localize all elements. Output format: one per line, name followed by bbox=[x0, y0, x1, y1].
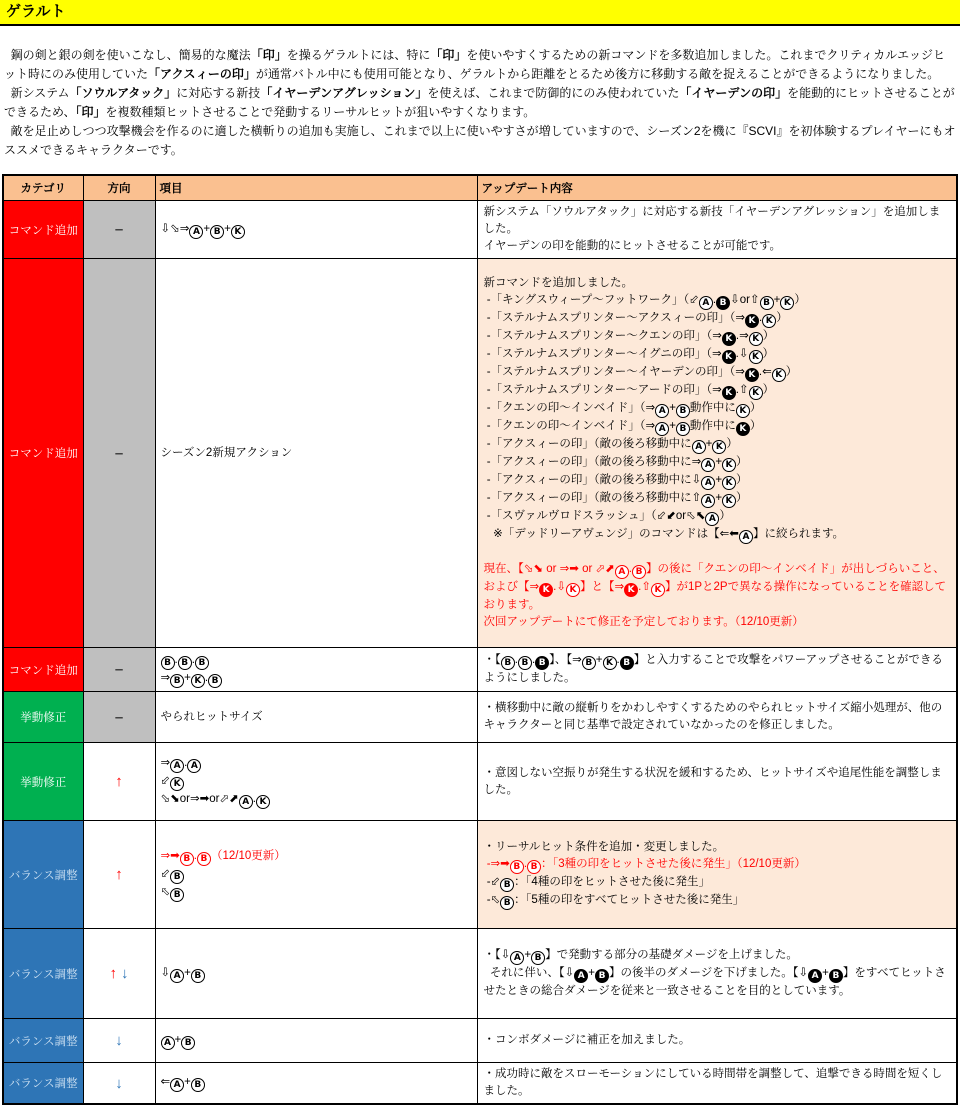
header-item: 項目 bbox=[155, 175, 477, 201]
no-change-dash: – bbox=[114, 221, 124, 238]
intro-text bbox=[0, 26, 960, 160]
content-line: -「クエンの印～インベイド」（⇒ A + B 動作中に K ） bbox=[483, 402, 762, 416]
content-line: -「スヴァルヴロドスラッシュ」（⬃⬋or⬁⬉ A ） bbox=[483, 510, 731, 524]
button-a-icon: A bbox=[170, 759, 184, 773]
category-cell: バランス調整 bbox=[3, 929, 83, 1019]
button-k-hold-icon: K bbox=[722, 332, 736, 346]
category-cell: バランス調整 bbox=[3, 1063, 83, 1105]
table-row bbox=[3, 929, 957, 1019]
buff-up-arrow-icon: ↑ bbox=[115, 866, 123, 883]
content-line: -「アクスィーの印」（敵の後ろ移動中に⇒ A + K ） bbox=[483, 456, 748, 470]
button-b-icon: B bbox=[197, 852, 211, 866]
content-line: 現在、【⬂⬊ or ⇒➡ or ⬀⬈ A . B 】の後に「クエンの印～インベイド」が出しづらいこと、 bbox=[483, 563, 945, 577]
content-line: -「ステルナムスプリンター～イヤーデンの印」（⇒ K .⇐ K ） bbox=[483, 366, 798, 380]
content-line: -⬁ B ：「5種の印をすべてヒットさせた後に発生」 bbox=[483, 894, 745, 908]
button-a-icon: A bbox=[239, 795, 253, 809]
button-a-icon: A bbox=[701, 476, 715, 490]
button-k-hold-icon: K bbox=[745, 368, 759, 382]
content-line: ・成功時に敵をスローモーションにしている時間帯を調整して、追撃できる時間を短くしました。 bbox=[483, 1068, 943, 1097]
direction-cell bbox=[83, 201, 155, 259]
button-b-icon: B bbox=[510, 860, 524, 874]
category-cell: 挙動修正 bbox=[3, 743, 83, 821]
button-b-icon: B bbox=[501, 656, 515, 670]
content-line: -「ステルナムスプリンター～クエンの印」（⇒ K .⇒ K ） bbox=[483, 330, 775, 344]
item-cell bbox=[155, 692, 477, 743]
item-line: ⇐ A + B bbox=[161, 1074, 472, 1092]
nerf-down-arrow-icon: ↓ bbox=[115, 1074, 123, 1092]
button-k-icon: K bbox=[566, 583, 580, 597]
item-line: ⇒➡ B . B （12/10更新） bbox=[160, 849, 286, 864]
item-cell bbox=[155, 821, 477, 929]
button-b-icon: B bbox=[170, 888, 184, 902]
button-a-icon: A bbox=[655, 404, 669, 418]
table-row bbox=[3, 821, 957, 929]
category-cell: コマンド追加 bbox=[3, 648, 83, 692]
category-cell: バランス調整 bbox=[3, 821, 83, 929]
update-content-cell bbox=[477, 1019, 957, 1063]
item-line: ⇒ B + K . B bbox=[161, 670, 472, 688]
content-line: および【⇒ K .⇩ K 】と【⇒ K .⇧ K 】が1Pと2Pで異なる操作になっていることを確認しております。 bbox=[483, 581, 947, 611]
button-k-icon: K bbox=[256, 795, 270, 809]
button-b-icon: B bbox=[676, 422, 690, 436]
content-line: ・【 B . B . B 】、【⇒ B + K . B 】と入力することで攻撃をパワーアップさせることができるようにしました。 bbox=[483, 654, 943, 684]
button-k-icon: K bbox=[170, 777, 184, 791]
button-a-icon: A bbox=[510, 951, 524, 965]
button-b-icon: B bbox=[582, 656, 596, 670]
content-line: ・【⇩ A + B 】で発動する部分の基礎ダメージを上げました。 bbox=[483, 949, 798, 963]
item-line: ⬂⬊or⇒➡or⬀⬈ A . K bbox=[161, 791, 472, 809]
button-b-hold-icon: B bbox=[535, 656, 549, 670]
button-b-icon: B bbox=[527, 860, 541, 874]
button-a-icon: A bbox=[189, 225, 203, 239]
category-cell: バランス調整 bbox=[3, 1019, 83, 1063]
button-k-hold-icon: K bbox=[722, 386, 736, 400]
content-line: -「ステルナムスプリンター～アードの印」（⇒ K .⇧ K ） bbox=[483, 384, 775, 398]
button-b-icon: B bbox=[500, 896, 514, 910]
button-b-icon: B bbox=[518, 656, 532, 670]
button-b-icon: B bbox=[676, 404, 690, 418]
item-line: ⇒ A . A bbox=[161, 755, 472, 773]
button-a-hold-icon: A bbox=[574, 969, 588, 983]
item-cell bbox=[155, 1019, 477, 1063]
content-line: ※「デッドリーアヴェンジ」のコマンドは【⇐⬅ A 】に絞られます。 bbox=[483, 528, 845, 542]
direction-cell bbox=[83, 648, 155, 692]
button-a-icon: A bbox=[699, 296, 713, 310]
content-line: -「ステルナムスプリンター～アクスィーの印」（⇒ K . K ） bbox=[483, 312, 788, 326]
table-row bbox=[3, 648, 957, 692]
buff-up-arrow-icon: ↑ bbox=[115, 773, 123, 790]
intro-paragraph: 新システム「ソウルアタック」に対応する新技「イヤーデンアグレッション」を使えば、これまで防御的にのみ使われていた「イヤーデンの印」を能動的にヒットさせることができるため、「印」を複数種類ヒットさせることで発動するリーサルヒットが狙いやすくなります。 bbox=[4, 86, 955, 119]
direction-cell bbox=[83, 1019, 155, 1063]
button-k-icon: K bbox=[231, 225, 245, 239]
update-content-cell bbox=[477, 648, 957, 692]
nerf-down-arrow-icon: ↓ bbox=[121, 965, 129, 982]
update-table-body bbox=[3, 201, 957, 1105]
item-line: ⬃ B bbox=[161, 866, 472, 884]
button-b-icon: B bbox=[161, 656, 175, 670]
table-row bbox=[3, 692, 957, 743]
button-k-hold-icon: K bbox=[624, 583, 638, 597]
item-line: A + B bbox=[161, 1032, 472, 1050]
update-table bbox=[2, 174, 958, 1105]
item-line: B . B . B bbox=[161, 652, 472, 670]
button-b-icon: B bbox=[181, 1036, 195, 1050]
button-b-icon: B bbox=[170, 870, 184, 884]
button-b-icon: B bbox=[210, 225, 224, 239]
direction-cell bbox=[83, 743, 155, 821]
button-k-icon: K bbox=[722, 494, 736, 508]
content-line: -「ステルナムスプリンター～イグニの印」（⇒ K .⇩ K ） bbox=[483, 348, 774, 362]
content-line: -⬃ B ：「4種の印をヒットさせた後に発生」 bbox=[483, 876, 710, 890]
content-line: 新システム「ソウルアタック」に対応する新技「イヤーデンアグレッション」を追加しました。 bbox=[483, 206, 941, 235]
button-a-icon: A bbox=[187, 759, 201, 773]
button-k-icon: K bbox=[603, 656, 617, 670]
button-k-hold-icon: K bbox=[539, 583, 553, 597]
content-line: -「アクスィーの印」（敵の後ろ移動中に⇧ A + K ） bbox=[483, 492, 748, 506]
item-cell bbox=[155, 259, 477, 648]
item-line: ⬁ B bbox=[161, 884, 472, 902]
no-change-dash: – bbox=[114, 661, 124, 678]
button-b-icon: B bbox=[170, 674, 184, 688]
button-b-icon: B bbox=[531, 951, 545, 965]
button-b-icon: B bbox=[178, 656, 192, 670]
content-line: 新コマンドを追加しました。 bbox=[483, 277, 633, 289]
item-line: ⇩ A + B bbox=[161, 965, 472, 983]
update-content-cell bbox=[477, 743, 957, 821]
item-line: シーズン2新規アクション bbox=[160, 446, 293, 459]
button-k-icon: K bbox=[780, 296, 794, 310]
button-b-icon: B bbox=[195, 656, 209, 670]
content-line: ・意図しない空振りが発生する状況を緩和するため、ヒットサイズや追尾性能を調整しました。 bbox=[483, 766, 942, 796]
item-line: ⇩⬂⇒ A + B + K bbox=[161, 221, 472, 239]
button-a-hold-icon: A bbox=[808, 969, 822, 983]
update-content-cell bbox=[477, 929, 957, 1019]
update-content-cell bbox=[477, 259, 957, 648]
button-k-icon: K bbox=[191, 674, 205, 688]
content-line: -「アクスィーの印」（敵の後ろ移動中に⇩ A + K ） bbox=[483, 474, 748, 488]
button-b-icon: B bbox=[180, 852, 194, 866]
update-content-cell bbox=[477, 692, 957, 743]
button-a-icon: A bbox=[161, 1036, 175, 1050]
button-k-hold-icon: K bbox=[722, 350, 736, 364]
content-line: イヤーデンの印を能動的にヒットさせることが可能です。 bbox=[483, 240, 782, 252]
button-b-icon: B bbox=[632, 565, 646, 579]
button-k-icon: K bbox=[772, 368, 786, 382]
button-b-icon: B bbox=[191, 969, 205, 983]
content-line: ・横移動中に敵の縦斬りをかわしやすくするためのやられヒットサイズ縮小処理が、他のキャラクターと同じ基準で設定されていなかったのを修正しました。 bbox=[483, 702, 943, 731]
button-b-hold-icon: B bbox=[595, 969, 609, 983]
nerf-down-arrow-icon: ↓ bbox=[115, 1032, 123, 1049]
content-line: ・リーサルヒット条件を追加・変更しました。 bbox=[483, 841, 725, 853]
content-line: それに伴い、【⇩ A + B 】の後半のダメージを下げました。【⇩ A + B 】をすべてヒットさせたときの総合ダメージを従来と一致させることを目的としています。 bbox=[483, 967, 946, 997]
category-cell: コマンド追加 bbox=[3, 201, 83, 259]
table-row bbox=[3, 259, 957, 648]
button-k-icon: K bbox=[722, 476, 736, 490]
button-a-icon: A bbox=[655, 422, 669, 436]
button-k-icon: K bbox=[722, 458, 736, 472]
button-k-icon: K bbox=[712, 440, 726, 454]
direction-cell bbox=[83, 821, 155, 929]
button-a-icon: A bbox=[739, 530, 753, 544]
button-b-icon: B bbox=[208, 674, 222, 688]
button-k-icon: K bbox=[651, 583, 665, 597]
page-title: ゲラルト bbox=[0, 0, 960, 26]
no-change-dash: – bbox=[114, 708, 124, 726]
button-b-icon: B bbox=[760, 296, 774, 310]
content-line: 次回アップデートにて修正を予定しております。（12/10更新） bbox=[483, 616, 804, 628]
button-a-icon: A bbox=[705, 512, 719, 526]
button-b-icon: B bbox=[500, 878, 514, 892]
category-cell: 挙動修正 bbox=[3, 692, 83, 743]
content-line: ・コンボダメージに補正を加えました。 bbox=[483, 1034, 691, 1046]
button-a-icon: A bbox=[170, 1078, 184, 1092]
button-k-hold-icon: K bbox=[745, 314, 759, 328]
update-content-cell bbox=[477, 821, 957, 929]
direction-cell bbox=[83, 259, 155, 648]
button-k-hold-icon: K bbox=[736, 422, 750, 436]
button-a-icon: A bbox=[170, 969, 184, 983]
button-b-icon: B bbox=[191, 1078, 205, 1092]
button-k-icon: K bbox=[749, 350, 763, 364]
button-k-icon: K bbox=[736, 404, 750, 418]
table-row bbox=[3, 743, 957, 821]
update-content-cell bbox=[477, 201, 957, 259]
buff-up-arrow-icon: ↑ bbox=[109, 965, 117, 982]
direction-cell bbox=[83, 692, 155, 743]
header-direction: 方向 bbox=[83, 175, 155, 201]
table-header-row bbox=[3, 175, 957, 201]
item-cell bbox=[155, 929, 477, 1019]
button-b-hold-icon: B bbox=[716, 296, 730, 310]
content-line: -「クエンの印～インベイド」（⇒ A + B 動作中に K ） bbox=[483, 420, 762, 434]
button-k-icon: K bbox=[749, 332, 763, 346]
button-a-icon: A bbox=[701, 494, 715, 508]
header-update-content: アップデート内容 bbox=[477, 175, 957, 201]
item-cell bbox=[155, 743, 477, 821]
button-a-icon: A bbox=[692, 440, 706, 454]
table-row bbox=[3, 201, 957, 259]
content-line: -「キングスウィープ～フットワーク」（⬃ A . B ⇩or⇧ B + K ） bbox=[483, 294, 806, 308]
content-line: -⇒➡ B . B ：「3種の印をヒットさせた後に発生」（12/10更新） bbox=[483, 858, 806, 872]
content-line bbox=[484, 544, 951, 561]
header-category: カテゴリ bbox=[3, 175, 83, 201]
table-row bbox=[3, 1019, 957, 1063]
button-k-icon: K bbox=[762, 314, 776, 328]
button-a-icon: A bbox=[615, 565, 629, 579]
no-change-dash: – bbox=[114, 444, 124, 462]
item-cell bbox=[155, 201, 477, 259]
button-a-icon: A bbox=[701, 458, 715, 472]
item-line: やられヒットサイズ bbox=[160, 710, 263, 723]
intro-paragraph: 鋼の剣と銀の剣を使いこなし、簡易的な魔法「印」を操るゲラルトには、特に「印」を使いやすくするための新コマンドを多数追加しました。これまでクリティカルエッジヒット時にのみ使用していた「アクスィーの印」が通常バトル中にも使用可能となり、ゲラルトから距離をとるため後方に移動する敵を捉えることができるようになりました。 bbox=[4, 48, 945, 81]
item-line: ⬃ K bbox=[161, 773, 472, 791]
button-b-hold-icon: B bbox=[829, 969, 843, 983]
direction-cell bbox=[83, 929, 155, 1019]
content-line: -「アクスィーの印」（敵の後ろ移動中に A + K ） bbox=[483, 438, 738, 452]
category-cell: コマンド追加 bbox=[3, 259, 83, 648]
item-cell bbox=[155, 648, 477, 692]
button-k-icon: K bbox=[749, 386, 763, 400]
intro-paragraph: 敵を足止めしつつ攻撃機会を作るのに適した横斬りの追加も実施し、これまで以上に使いやすさが増していますので、シーズン2を機に『SCVI』を初体験するプレイヤーにもオススメできるキャラクターです。 bbox=[4, 124, 956, 157]
button-b-hold-icon: B bbox=[620, 656, 634, 670]
